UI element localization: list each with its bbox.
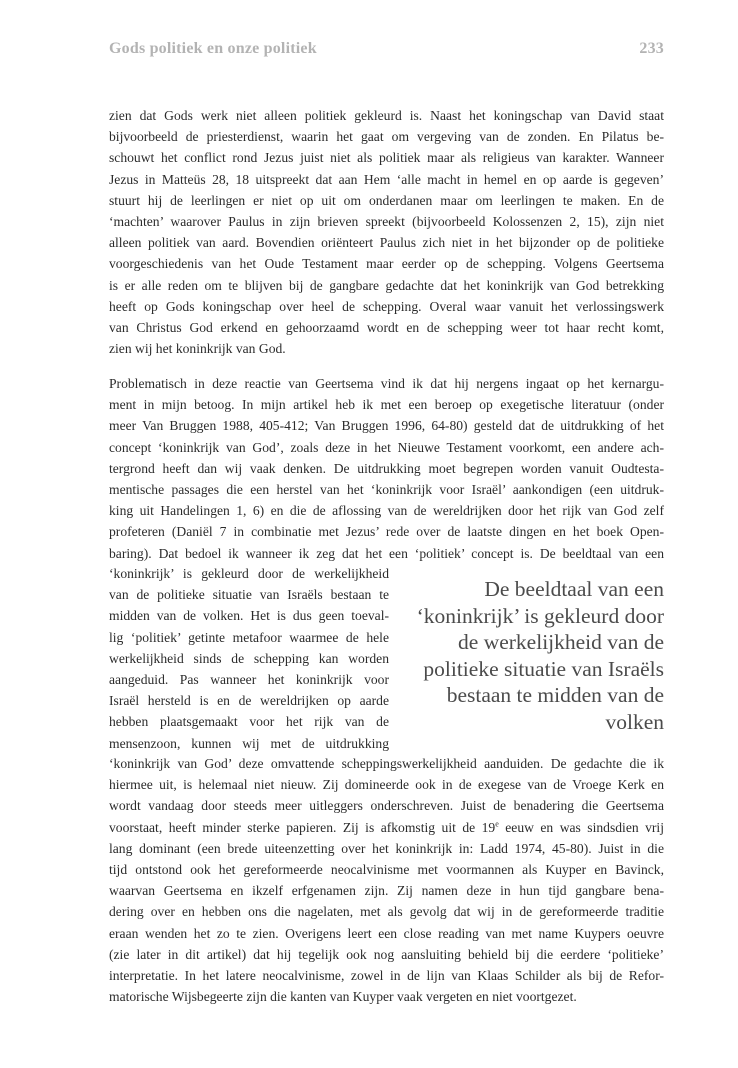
text-line: interpretatie. In het latere neocalvinisme, zowel in de lijn van Klaas Schilder als bij de Refor-	[109, 968, 664, 984]
paragraph-1	[109, 105, 664, 359]
text-line: mentische passages die een herstel van het ‘koninkrijk voor Israël’ aankondigen (een uitdruk-	[109, 482, 664, 498]
text-line: ment in mijn betoog. In mijn artikel heb ik met een beroep op exegetische literatuur (onder	[109, 397, 664, 413]
text-line: tergrond heeft dan wij vaak denken. De uitdrukking moet begrepen worden vanuit Oudtesta-	[109, 460, 664, 476]
paragraph-2-continued	[109, 753, 664, 1007]
superscript: e	[495, 819, 499, 829]
text-line: alleen politiek van aard. Bovendien oriënteert Paulus zich niet in het bijzonder op de politieke	[109, 235, 664, 251]
text-line: wordt vandaag door steeds meer uitleggers onderschreven. Juist de benadering die Geertsema	[109, 798, 664, 814]
text-line: ‘machten’ waarover Paulus in zijn brieven spreekt (bijvoorbeeld Kolossenzen 2, 15), zijn niet	[109, 214, 664, 230]
text-line: aangeduid. Pas wanneer het koninkrijk voor	[109, 672, 389, 688]
text-line: hebben plaatsgemaakt voor het rijk van de	[109, 714, 389, 730]
text-line: voorgeschiedenis van het Oude Testament maar eerder op de schepping. Volgens Geertsema	[109, 256, 664, 272]
text-line: lang dominant (een brede uiteenzetting over het koninkrijk in: Ladd 1974, 45-80). Juist in die	[109, 840, 664, 856]
text-line: heeft op Gods koningschap over heel de schepping. Overal waar vanuit het verlossingswerk	[109, 298, 664, 314]
text-line: van Christus God erkend en gehoorzaamd wordt en de schepping weer tot haar recht komt,	[109, 320, 664, 336]
text-line: van de politieke situatie van Israëls bestaan te	[109, 587, 389, 603]
pull-quote	[398, 576, 664, 736]
text-line: lig ‘politiek’ getinte metafoor waarmee de hele	[109, 629, 389, 645]
page-number: 233	[639, 40, 664, 57]
pull-quote-line: bestaan te midden van de	[446, 683, 664, 708]
pull-quote-line: De beeldtaal van een	[484, 577, 664, 601]
text-line: is er alle reden om te blijven bij de gangbare gedachte dat het koninkrijk van God betrekking	[109, 277, 664, 293]
text-segment: eeuw en was sindsdien vrij	[498, 819, 664, 835]
text-line: zien wij het koninkrijk van God.	[109, 341, 286, 357]
text-line: eraan wenden het zo te zien. Overigens leert een close reading van met name Kuypers oeuvre	[109, 925, 664, 941]
text-line-with-superscript	[109, 817, 664, 838]
text-line: Jezus in Matteüs 28, 18 uitspreekt dat aan Hem ‘alle macht in hemel en op aarde is gegeven’	[109, 171, 664, 187]
text-line: hiermee uit, is helemaal niet nieuw. Zij domineerde ook in de exegese van de Vroege Kerk en	[109, 777, 664, 793]
running-head	[109, 40, 664, 58]
text-line: king uit Handelingen 1, 6) en die de aflossing van de wereldrijken door het rijk van God zelf	[109, 503, 664, 519]
text-line: mensenzoon, kunnen wij met de uitdrukking	[109, 735, 389, 751]
text-line: waarvan Geertsema en ikzelf erfgenamen zijn. Zij namen deze in hun tijd gangbare bena-	[109, 883, 664, 899]
text-line: Israël hersteld is en de wereldrijken op aarde	[109, 693, 389, 709]
text-line: zien dat Gods werk niet alleen politiek gekleurd is. Naast het koningschap van David staat	[109, 108, 664, 123]
pull-quote-line: volken	[605, 709, 664, 734]
text-line: ‘koninkrijk van God’ deze omvattende scheppingswerkelijkheid aanduiden. De gedachte die ik	[109, 756, 664, 771]
pull-quote-line: politieke situatie van Israëls	[423, 656, 664, 681]
text-line: meer Van Bruggen 1988, 405-412; Van Bruggen 1996, 64-80) gesteld dat de uitdrukking of het	[109, 418, 664, 434]
text-line: concept ‘koninkrijk van God’, zoals deze in het Nieuwe Testament voorkomt, een andere ach-	[109, 439, 664, 455]
text-line: (zie later in dit artikel) dat hij tegelijk ook nog aansluiting behield bij die eerdere ‘politieke’	[109, 946, 664, 962]
text-line: baring). Dat bedoel ik wanneer ik zeg dat het een ‘politiek’ concept is. De beeldtaal van een	[109, 545, 664, 561]
text-segment: voorstaat, heeft minder sterke papieren. Zij is afkomstig uit de 19	[109, 819, 496, 835]
text-line: ‘koninkrijk’ is gekleurd door de werkelijkheid	[109, 566, 389, 581]
text-line: matorische Wijsbegeerte zijn die kanten van Kuyper vaak vergeten en niet voortgezet.	[109, 989, 577, 1005]
paragraph-2	[109, 373, 664, 564]
text-line: stuurt hij de leerlingen er niet op uit om onderdanen maar om leerlingen te maken. En de	[109, 192, 664, 208]
text-line: profeteren (Daniël 7 in combinatie met Jezus’ rede over de laatste dingen en het boek Open-	[109, 524, 664, 540]
paragraph-2-narrow	[109, 563, 389, 754]
text-line: schouwt het conflict rond Jezus juist niet als politiek maar als religieus van karakter. Wanneer	[109, 150, 664, 166]
text-line: bijvoorbeeld de priesterdienst, waarin het gaat om vergeving van de zonden. En Pilatus be-	[109, 129, 664, 145]
text-line: dering over en hebben ons die nagelaten, met als gevolg dat wij in de gereformeerde traditie	[109, 904, 664, 920]
pull-quote-line: de werkelijkheid van de	[458, 630, 664, 655]
text-line: werkelijkheid sinds de schepping kan worden	[109, 650, 389, 666]
text-line: Problematisch in deze reactie van Geertsema vind ik dat hij nergens ingaat op het kernargu-	[109, 376, 664, 391]
running-title: Gods politiek en onze politiek	[109, 40, 317, 57]
text-line: tijd ontstond ook het gereformeerde neocalvinisme met voormannen als Kuyper en Bavinck,	[109, 862, 664, 878]
pull-quote-line: ‘koninkrijk’ is gekleurd door	[416, 603, 664, 628]
text-line: midden van de volken. Het is dus geen toeval-	[109, 608, 389, 624]
